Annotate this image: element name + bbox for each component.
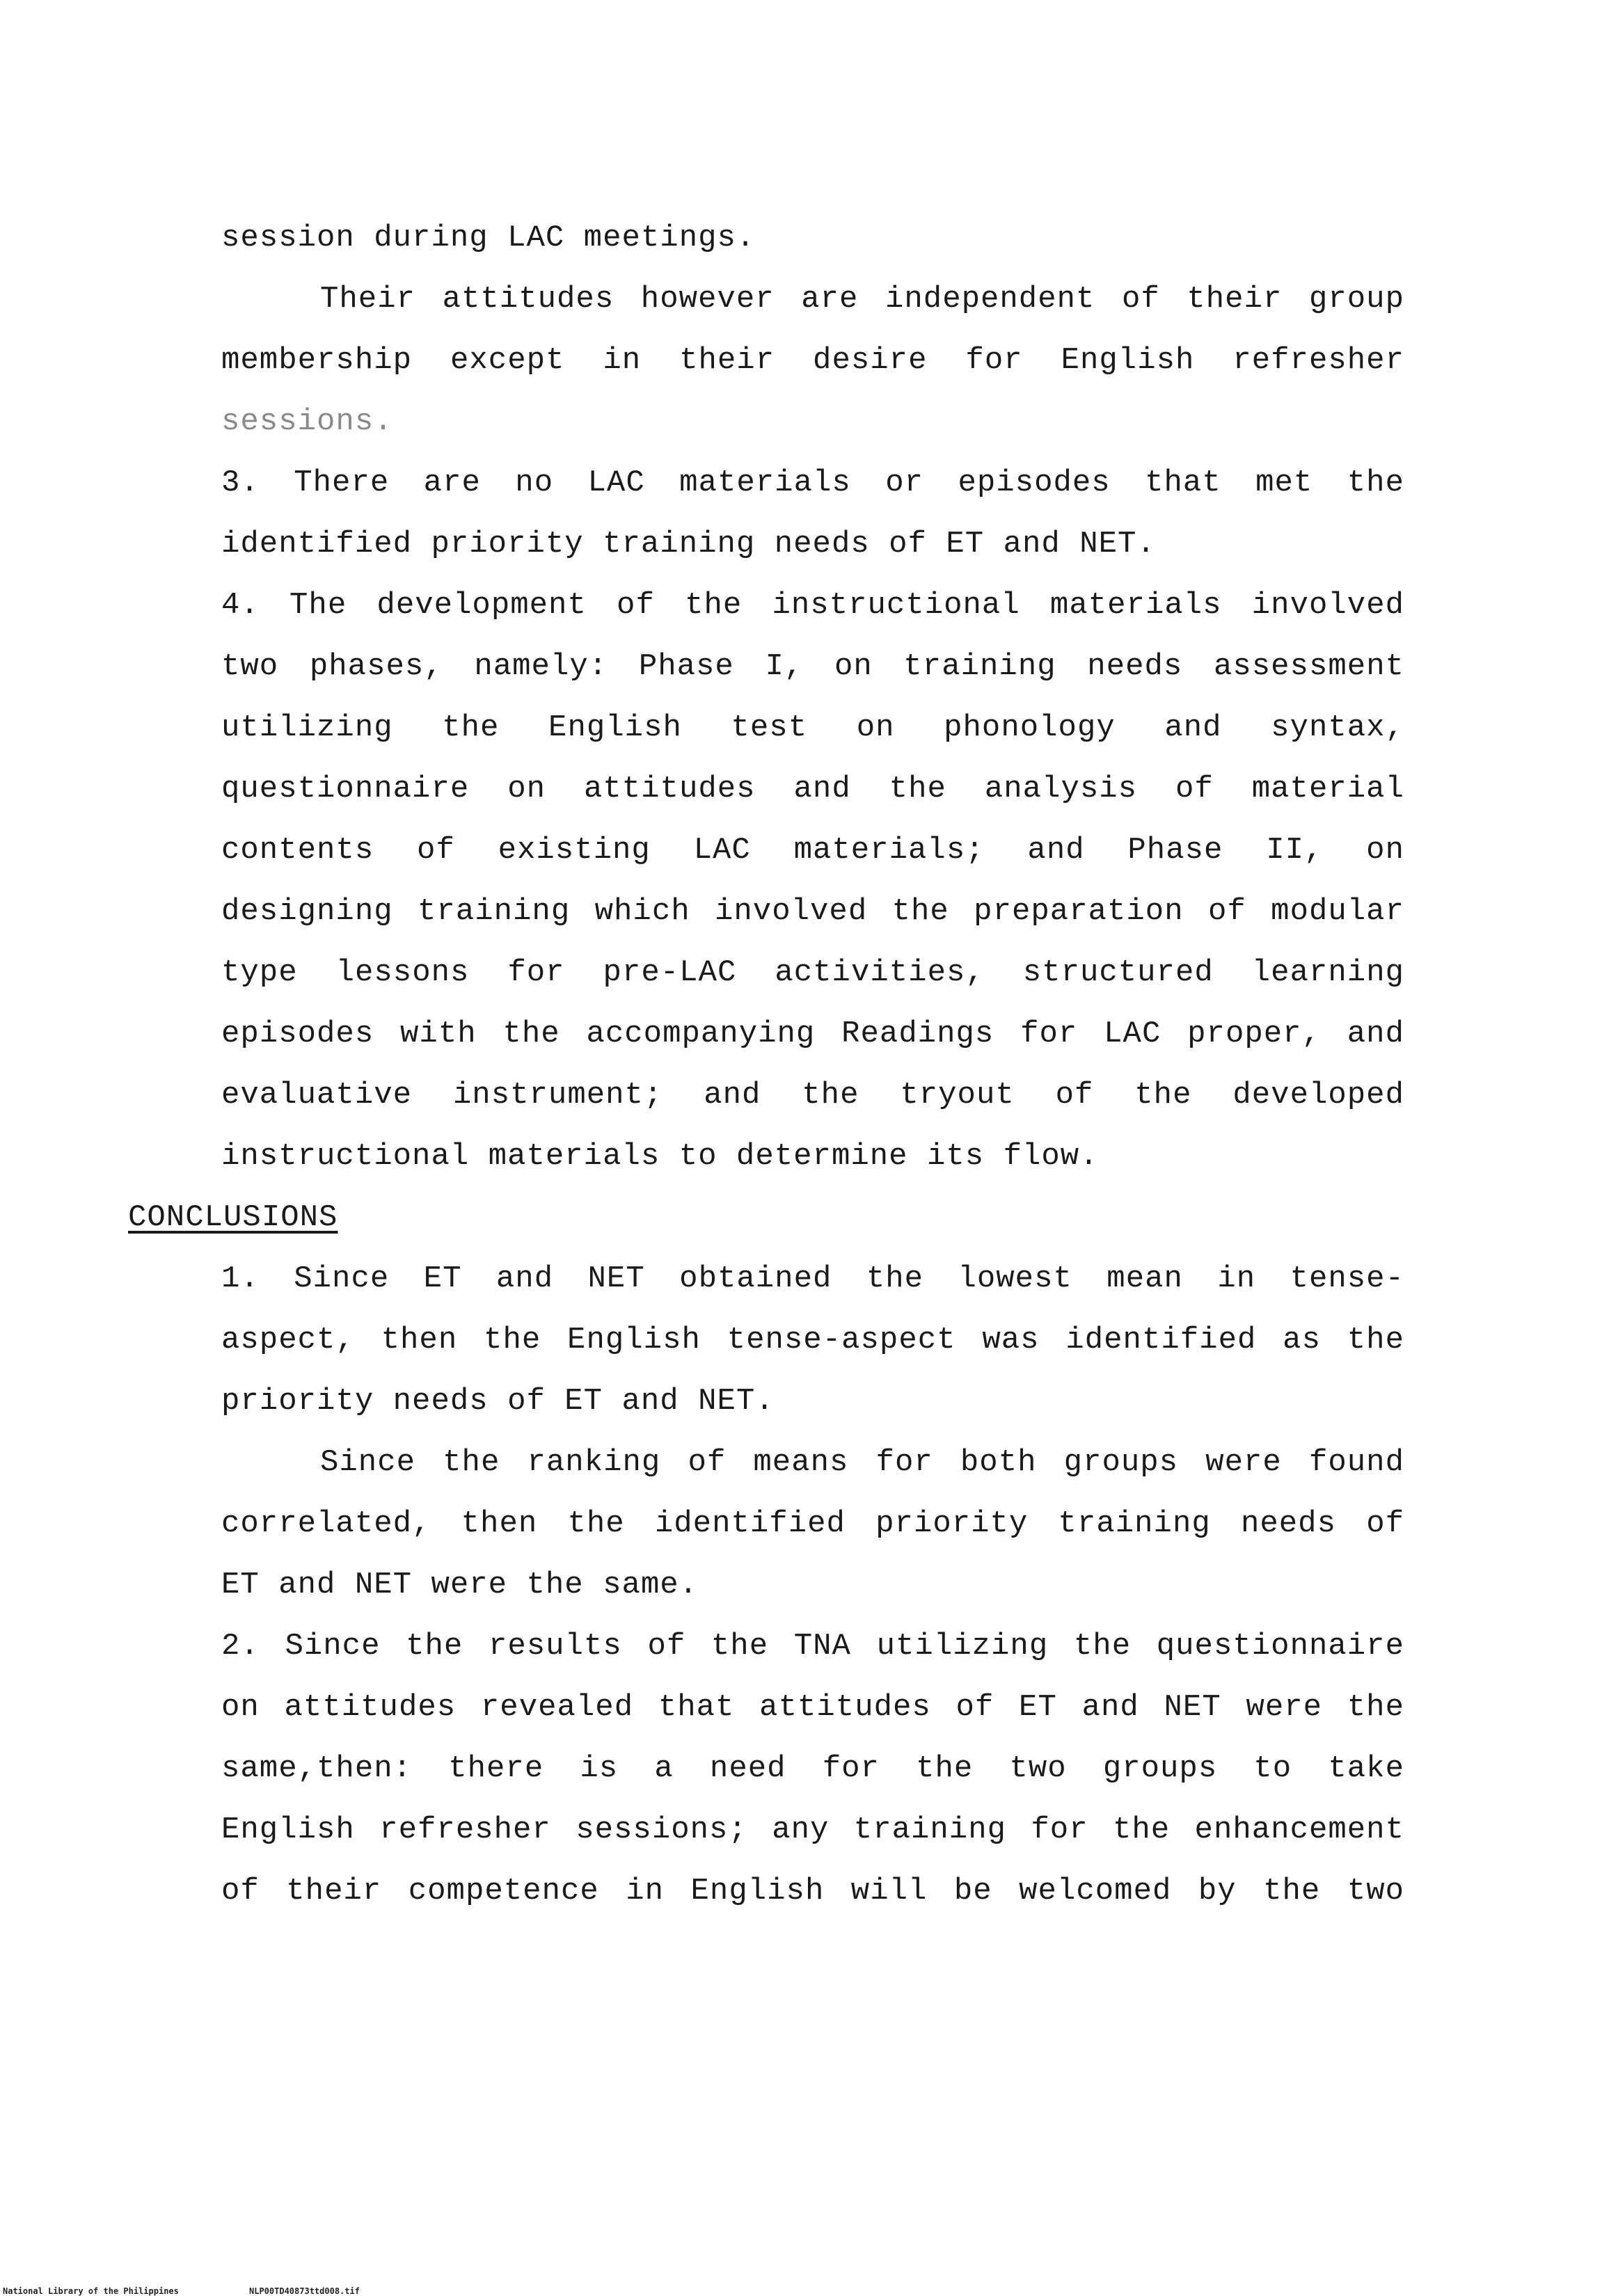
text-line: designing training which involved the preparation of modular (221, 894, 1404, 929)
text-line: 4. The development of the instructional materials involved (221, 588, 1404, 623)
text-line: correlated, then the identified priority training needs of (221, 1506, 1404, 1541)
footer-file-label: NLP00TD40873ttd008.tif (249, 2286, 360, 2296)
text-line: Their attitudes however are independent of their group (320, 282, 1404, 317)
text-line: Since the ranking of means for both groups were found (320, 1445, 1404, 1480)
text-line: contents of existing LAC materials; and Phase II, on (221, 833, 1404, 868)
text-line: evaluative instrument; and the tryout of the developed (221, 1078, 1404, 1113)
section-heading: CONCLUSIONS (128, 1200, 338, 1235)
text-line: 2. Since the results of the TNA utilizing the questionnaire (221, 1629, 1404, 1664)
text-line: English refresher sessions; any training for the enhancement (221, 1812, 1404, 1847)
text-line: aspect, then the English tense-aspect was identified as the (221, 1323, 1404, 1357)
text-line: questionnaire on attitudes and the analysis of material (221, 772, 1404, 806)
text-line: identified priority training needs of ET and NET. (221, 527, 1156, 561)
text-line: 1. Since ET and NET obtained the lowest mean in tense- (221, 1261, 1404, 1296)
footer-library-label: National Library of the Philippines (3, 2286, 179, 2296)
text-line: two phases, namely: Phase I, on training needs assessment (221, 649, 1404, 684)
text-line: instructional materials to determine its flow. (221, 1139, 1099, 1174)
text-line: same,then: there is a need for the two groups to take (221, 1751, 1404, 1786)
text-line: priority needs of ET and NET. (221, 1384, 775, 1419)
text-line: utilizing the English test on phonology and syntax, (221, 710, 1404, 745)
text-line: ET and NET were the same. (221, 1568, 699, 1602)
text-line: on attitudes revealed that attitudes of ET and NET were the (221, 1690, 1404, 1725)
text-line: episodes with the accompanying Readings for LAC proper, and (221, 1017, 1404, 1051)
text-line: 3. There are no LAC materials or episodes that met the (221, 465, 1404, 500)
text-line: of their competence in English will be welcomed by the two (221, 1874, 1404, 1908)
text-line: session during LAC meetings. (221, 221, 756, 255)
text-line: sessions. (221, 404, 393, 439)
text-line: membership except in their desire for English refresher (221, 343, 1404, 378)
text-line: type lessons for pre-LAC activities, structured learning (221, 955, 1404, 990)
